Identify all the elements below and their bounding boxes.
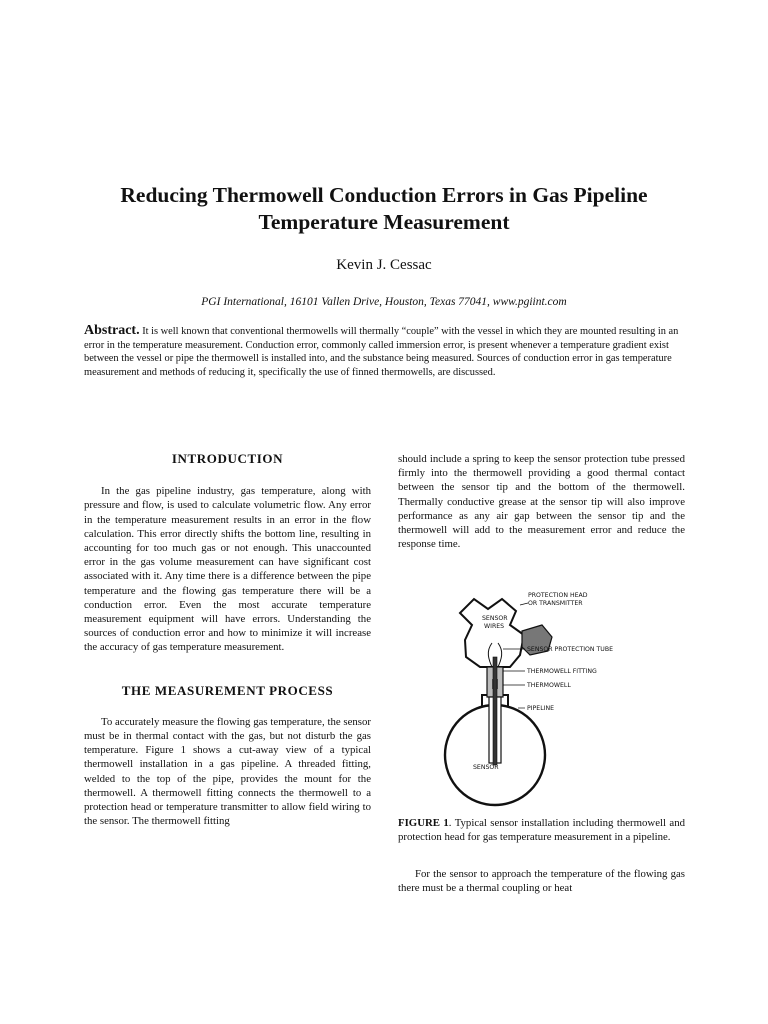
figure-thermowell-installation (430, 585, 650, 810)
label-sensor-protection-tube: SENSOR PROTECTION TUBE (527, 646, 613, 653)
paper-title: Reducing Thermowell Conduction Errors in Gas Pipeline Temperature Measurement (120, 183, 648, 234)
label-protection-head: PROTECTION HEAD (528, 592, 588, 599)
abstract-text: It is well known that conventional thermowells will thermally “couple” with the vessel in which they are mounted resulting in an error in the temperature measurement. Conduction error, commonly called immersion error, is present whenever a temperature gradient exist between the vessel or pipe the thermowell is installed into, and the substance being measured. Sources of conduction error in gas temperature measurement and methods of reducing it, specifically the use of finned thermowells, are discussed. (84, 326, 679, 378)
left-column (84, 452, 371, 828)
sensor-protection-tube-shape (493, 657, 497, 765)
author-name: Kevin J. Cessac (336, 257, 432, 273)
label-thermowell-fitting: THERMOWELL FITTING (527, 668, 597, 675)
figure-caption-text: . Typical sensor installation including thermowell and protection head for gas temperature measurement in a pipeline. (398, 817, 685, 844)
label-pipeline: PIPELINE (527, 705, 555, 712)
abstract-label: Abstract. (84, 323, 140, 338)
figure-caption-label: FIGURE 1 (398, 817, 449, 829)
section-heading-introduction: INTRODUCTION (171, 451, 284, 466)
abstract (84, 324, 684, 379)
label-or-transmitter: OR TRANSMITTER (528, 600, 583, 607)
thermowell-diagram (430, 585, 650, 810)
section-heading-measurement-process: THE MEASUREMENT PROCESS (121, 682, 334, 698)
label-sensor-wires-2: WIRES (484, 623, 505, 630)
continuation-paragraph: should include a spring to keep the sensor protection tube pressed firmly into the thermowell providing a good thermal contact between the sensor tip and the bottom of the thermowell. Thermally conductive grease at the sensor tip will also improve performance as any air gap between the sensor tip and the thermowell will add to the measurement error and reduce the response time. (398, 453, 685, 551)
measurement-paragraph: To accurately measure the flowing gas temperature, the sensor must be in thermal contact with the gas, but not disturb the gas temperature. Figure 1 shows a cut-away view of a typical thermowell installation in a gas pipeline. A threaded fitting, welded to the top of the pipe, provides the mount for the thermowell. A thermowell fitting connects the thermowell to a protection head or temperature transmitter to allow field wiring to the sensor. The thermowell fitting (84, 715, 371, 828)
right-column (398, 452, 685, 551)
introduction-paragraph: In the gas pipeline industry, gas temperature, along with pressure and flow, is used to calculate volumetric flow. Any error in the temperature measurement results in an error in the flow calculation. This error directly shifts the bottom line, resulting in accounting for too much gas or not enough. This unaccounted error in the gas volume measurement can have significant cost associated with it. Any time there is a difference between the pipe temperature and the flowing gas temperature there will be a conduction error. Even the most accurate temperature measurement equipment will have errors. Understanding the sources of conduction error and how to minimize it will increase the accuracy of gas temperature measurement. (84, 485, 371, 654)
after-figure-paragraph: For the sensor to approach the temperature of the flowing gas there must be a thermal coupling or heat (398, 868, 685, 895)
figure-caption (398, 816, 685, 844)
protection-head-shape (460, 599, 524, 667)
label-sensor: SENSOR (473, 764, 499, 771)
label-sensor-wires-1: SENSOR (482, 615, 508, 622)
author-affiliation: PGI International, 16101 Vallen Drive, Houston, Texas 77041, www.pgiint.com (201, 296, 567, 308)
label-thermowell: THERMOWELL (527, 682, 571, 689)
